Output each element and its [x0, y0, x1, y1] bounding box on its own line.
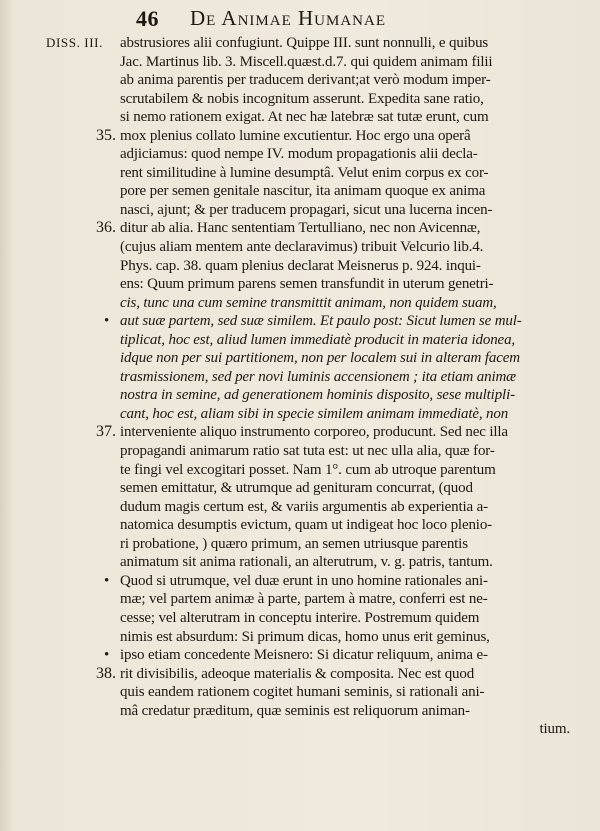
text-line [0, 479, 600, 498]
line-text: ditur ab alia. Hanc sententiam Tertulliano, nec non Avicennæ, [120, 220, 481, 237]
line-text: si nemo rationem exigat. At nec hæ latebræ sat tutæ erunt, cum [120, 109, 489, 126]
line-text: nasci, ajunt; & per traducem propagari, sicut una lucerna incen- [120, 201, 493, 218]
line-text: mâ credatur præditum, quæ seminis est reliquorum animan- [120, 702, 470, 719]
line-text: ens: Quum primum parens semen transfundit in uterum genetri- [120, 276, 494, 293]
line-text: rent similitudine à lumine desumptâ. Velut enim corpus ex cor- [120, 164, 489, 181]
line-text: quis eandem rationem cogitet humani seminis, si rationali ani- [120, 684, 485, 701]
text-line [0, 628, 600, 647]
line-text: ab anima parentis per traducem derivant;at verò modum imper- [120, 72, 491, 89]
line-text: animatum sit anima rationali, an alterutrum, v. g. patris, tantum. [120, 554, 493, 571]
margin-dot: • [104, 572, 110, 589]
line-text-italic: tiplicat, hoc est, aliud lumen immediatè producit in materia idonea, [120, 331, 516, 348]
text-line [0, 182, 600, 201]
line-text-italic: aut suæ partem, sed suæ similem. Et paulo post: Sicut lumen se mul- [120, 313, 522, 330]
text-line [0, 665, 600, 684]
text-line [0, 127, 600, 146]
text-line [0, 219, 600, 238]
text-line [0, 423, 600, 442]
text-line [0, 646, 600, 665]
running-head: De Animae Humanae [190, 6, 386, 30]
text-line [0, 108, 600, 127]
line-text-italic: trasmissionem, sed per novi luminis accensionem ; ita etiam animæ [120, 368, 517, 385]
line-text: adjiciamus: quod nempe IV. modum propagationis alii decla- [120, 146, 478, 163]
text-line [0, 702, 600, 721]
line-text: abstrusiores alii confugiunt. Quippe III. sunt nonnulli, e quibus [120, 35, 489, 51]
page-number: 46 [136, 6, 159, 31]
text-line [0, 553, 600, 572]
line-text: Quod si utrumque, vel duæ erunt in uno homine rationales ani- [120, 572, 488, 589]
text-line [0, 516, 600, 535]
text-line [0, 145, 600, 164]
line-text: interveniente aliquo instrumento corporeo, producunt. Sed nec illa [120, 424, 508, 441]
line-text: mox plenius collato lumine excutientur. Hoc ergo una operâ [120, 127, 471, 144]
line-text-italic: cant, hoc est, aliam sibi in specie similem animam immediatè, non [120, 405, 509, 422]
text-line [0, 164, 600, 183]
margin-number: 35. [96, 126, 116, 144]
text-line [0, 238, 600, 257]
text-line [0, 405, 600, 424]
text-line [0, 312, 600, 331]
line-text: Jac. Martinus lib. 3. Miscell.quæst.d.7. qui quidem animam filii [120, 53, 493, 70]
text-line [0, 53, 600, 72]
line-text: semen emittatur, & utrumque ad genituram concurrat, (quod [120, 480, 473, 497]
text-line [0, 349, 600, 368]
line-text: propagandi animarum ratio sat tuta est: ut nec ulla alia, quæ for- [120, 443, 495, 460]
text-line [0, 368, 600, 387]
margin-dot: • [104, 313, 110, 330]
body-text [0, 34, 600, 739]
page-header [0, 4, 600, 30]
text-line [0, 590, 600, 609]
line-text-italic: cis, tunc una cum semine transmittit animam, non quidem suam, [120, 294, 497, 311]
text-line [0, 461, 600, 480]
text-line [0, 71, 600, 90]
line-text: ri probatione, ) quæro primum, an semen utriusque parentis [120, 535, 468, 552]
text-line [0, 90, 600, 109]
text-line [0, 609, 600, 628]
line-text: pore per semen genitale nascitur, ita animam quoque ex anima [120, 183, 486, 200]
line-text: ipso etiam concedente Meisnero: Si dicatur reliquum, anima e- [120, 647, 488, 664]
text-line [0, 498, 600, 517]
text-line [0, 201, 600, 220]
text-line [0, 34, 600, 53]
text-line [0, 535, 600, 554]
margin-dot: • [104, 647, 110, 664]
line-text-italic: idque non per sui partitionem, non per localem sui in alteram facem [120, 350, 520, 367]
margin-number: 36. [96, 219, 116, 237]
margin-number: 38. [96, 664, 116, 682]
text-line [0, 572, 600, 591]
text-line [0, 331, 600, 350]
text-line [0, 257, 600, 276]
line-text: te fingi vel excogitari posset. Nam 1°. cum ab utroque parentum [120, 461, 496, 478]
line-text: nimis est absurdum: Si primum dicas, homo unus erit geminus, [120, 628, 490, 645]
line-text: (cujus aliam mentem ante declaravimus) tribuit Velcurio lib.4. [120, 239, 484, 256]
line-text-final: tium. [539, 721, 570, 738]
line-text: mæ; vel partem animæ à parte, partem à matre, conferri est ne- [120, 591, 488, 608]
text-line [0, 386, 600, 405]
line-text: Phys. cap. 38. quam plenius declarat Meisnerus p. 924. inqui- [120, 257, 481, 274]
text-line [0, 275, 600, 294]
line-text: scrutabilem & nobis incognitum asserunt. Expedita sane ratio, [120, 90, 484, 107]
text-line [0, 294, 600, 313]
text-line [0, 683, 600, 702]
line-text: cesse; vel alterutram in conceptu interire. Postremum quidem [120, 609, 480, 626]
margin-section-label: DISS. III. [46, 35, 103, 50]
text-line [0, 720, 600, 739]
text-line [0, 442, 600, 461]
line-text-italic: nostra in semine, ad generationem hominis disposito, sese multipli- [120, 387, 515, 404]
margin-number: 37. [96, 423, 116, 441]
line-text: dudum magis certum est, & variis argumentis ab experientia a- [120, 498, 488, 515]
line-text: natomica desumptis evictum, quam ut indigeat hoc loco plenio- [120, 517, 493, 534]
line-text: rit divisibilis, adeoque materialis & composita. Nec est quod [120, 665, 475, 682]
